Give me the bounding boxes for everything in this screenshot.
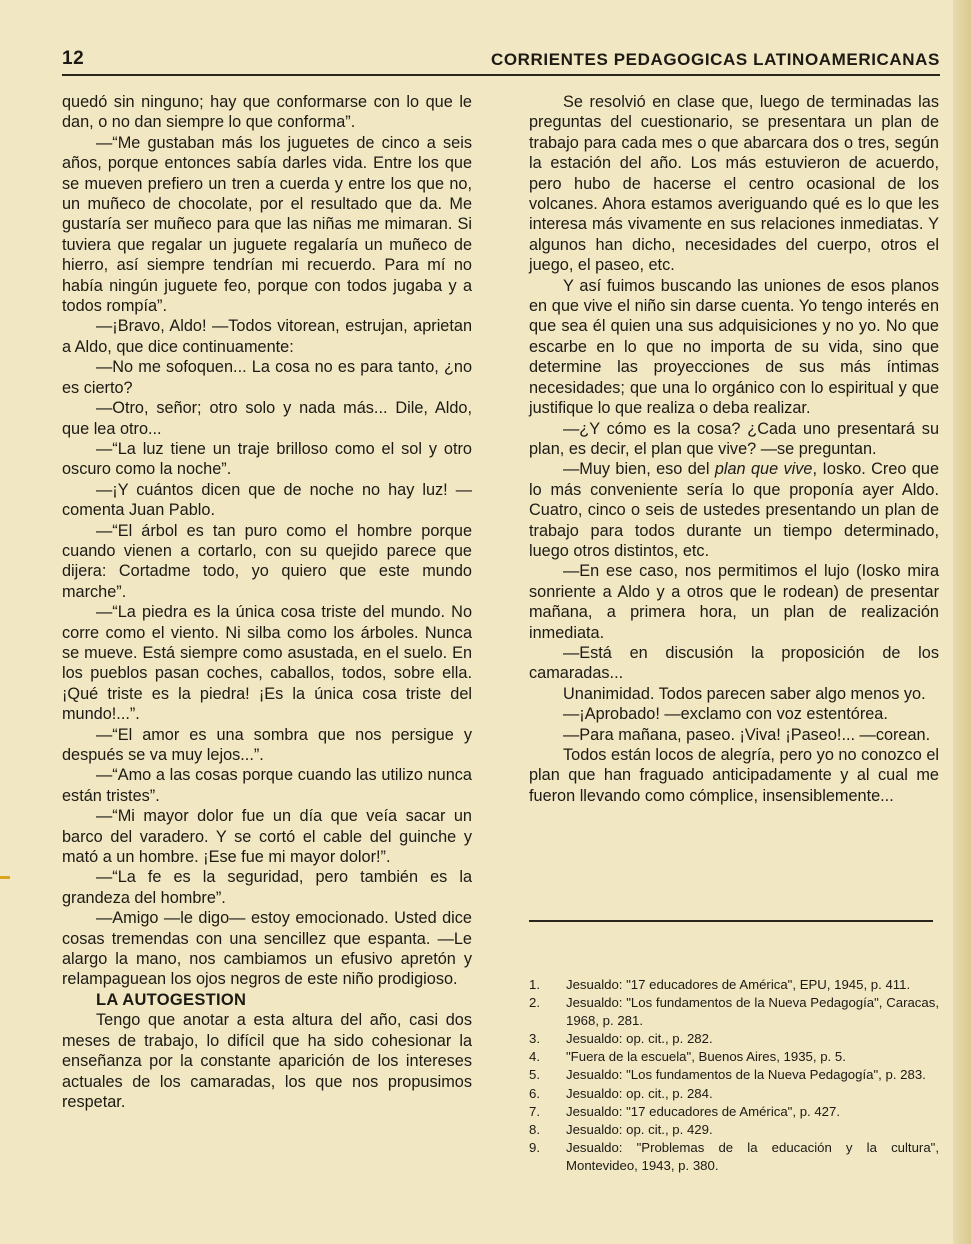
paragraph: —“La fe es la seguridad, pero también es la grandeza del hombre”. [62,868,472,907]
margin-mark [0,876,10,879]
paragraph: Unanimidad. Todos parecen saber algo menos yo. [563,684,926,703]
paragraph: —¿Y cómo es la cosa? ¿Cada uno presentará su plan, es decir, el plan que vive? —se preguntan. [529,419,939,458]
footnote-text: Jesualdo: "Los fundamentos de la Nueva Pedagogía", Caracas, 1968, p. 281. [566,995,939,1029]
footnote-text: Jesualdo: "Los fundamentos de la Nueva Pedagogía", p. 283. [566,1067,926,1083]
footnote-text: Jesualdo: op. cit., p. 282. [566,1031,713,1047]
footnotes [529,976,939,1175]
footnote-text: Jesualdo: "17 educadores de América", p. 427. [566,1103,841,1119]
footnote [529,1121,939,1139]
paragraph: Y así fuimos buscando las uniones de esos planos en que vive el niño sin darse cuenta. Yo tengo interés en que sea él quien una sus adquisiciones y no yo. No que escarbe en lo que no importa de su vida, sino que determine las proyecciones de sus más íntimas necesidades; que una lo orgánico con lo espiritual y que justifique lo que realiza o deba realizar. [529,276,939,418]
section-heading: LA AUTOGESTION [96,990,247,1009]
footnote-number: 8. [529,1121,540,1137]
italic-phrase: plan que vive [714,460,813,479]
header-rule [62,74,940,76]
footnote-number: 4. [529,1049,540,1065]
paragraph: —En ese caso, nos permitimos el lujo (Iosko mira sonriente a Aldo y a otros que le rodean) de presentar mañana, a primera hora, un plan de realización inmediata. [529,562,939,642]
left-column [62,92,472,1112]
paragraph: —“Me gustaban más los juguetes de cinco a seis años, porque entonces sabía darles vida. Entre los que se mueven prefiero un tren a cuerda y entre los que no, un muñeco de chocolate, por el resultado que da. Me gustaría ser muñeco para que las niñas me mimaran. Si tuviera que regalar un juguete regalaría un muñeco de hierro, así siempre tendrían mi recuerdo. Para mí no había ningún juguete feo, porque con todos jugaba y a todos rompía”. [62,133,472,316]
footnote [529,1030,939,1048]
footnote [529,1103,939,1121]
footnote-number: 2. [529,995,540,1011]
paragraph: —Para mañana, paseo. ¡Viva! ¡Paseo!... —corean. [563,725,931,744]
paragraph: Tengo que anotar a esta altura del año, casi dos meses de trabajo, lo difícil que ha sido cohesionar la enseñanza por la constante aparición de los intereses actuales de los camaradas, los que nos propusimos respetar. [62,1011,472,1111]
footnote-rule [529,920,933,922]
footnote [529,1139,939,1175]
page-header [62,48,940,74]
paragraph: —“La luz tiene un traje brilloso como el sol y otro oscuro como la noche”. [62,439,472,479]
paragraph: —Otro, señor; otro solo y nada más... Dile, Aldo, que lea otro... [62,399,472,438]
footnote-text: "Fuera de la escuela", Buenos Aires, 1935, p. 5. [566,1049,846,1065]
footnote [529,994,939,1030]
paragraph: —Está en discusión la proposición de los camaradas... [529,643,939,683]
paragraph: —“La piedra es la única cosa triste del mundo. No corre como el viento. Ni silba como los árboles. Nunca se mueve. Está siempre como asustada, en el suelo. En los pueblos pasan coches, caballos, todos, sobre ella. ¡Qué triste es la piedra! ¡Es la única cosa triste del mundo!...”. [62,603,472,724]
footnote-number: 6. [529,1085,540,1101]
paragraph: —“El árbol es tan puro como el hombre porque cuando vienen a cortarlo, con su quejido parece que dijera: Cortadme todo, yo quiero que este mundo marche”. [62,521,472,601]
paragraph: Se resolvió en clase que, luego de terminadas las preguntas del cuestionario, se presentara un plan de trabajo para cada mes o que abarcara dos o tres, según la estación del año. Los más estuvieron de acuerdo, pero hubo de hacerse el centro ocasional de los volcanes. Ahora estamos averiguando qué es lo que les interesa más vivamente en sus relaciones inmediatas. Y algunos han dicho, necesidades del cuerpo, otros el juego, el paseo, etc. [529,93,939,275]
paragraph: Todos están locos de alegría, pero yo no conozco el plan que han fraguado anticipadamente y al cual me fueron llevando como cómplice, insensiblemente... [529,746,939,805]
page-edge [953,0,971,1244]
footnote-text: Jesualdo: "17 educadores de América", EPU, 1945, p. 411. [566,977,911,992]
footnote-number: 9. [529,1139,540,1155]
footnote-number: 1. [529,977,540,992]
paragraph: —¡Bravo, Aldo! —Todos vitorean, estrujan, aprietan a Aldo, que dice continuamente: [62,317,472,356]
footnote-number: 3. [529,1031,540,1047]
footnote [529,1048,939,1066]
footnote-number: 7. [529,1103,540,1119]
footnote-text: Jesualdo: op. cit., p. 429. [566,1121,713,1137]
footnote [529,1085,939,1103]
paragraph: —“El amor es una sombra que nos persigue y después se va muy lejos...”. [62,725,472,764]
paragraph: —“Mi mayor dolor fue un día que veía sacar un barco del varadero. Y se cortó el cable del guinche y mató a un hombre. ¡Ese fue mi mayor dolor!”. [62,807,472,867]
paragraph: —¡Y cuántos dicen que de noche no hay luz! —comenta Juan Pablo. [62,480,472,520]
footnote-text: Jesualdo: "Problemas de la educación y la cultura", Montevideo, 1943, p. 380. [566,1139,939,1173]
paragraph: —Amigo —le digo— estoy emocionado. Usted dice cosas tremendas con una sencillez que espanta. —Le alargo la mano, nos cambiamos un efusivo apretón y relampaguean los ojos negros de este niño prodigioso. [62,909,472,989]
footnote [529,1066,939,1084]
text-run: —Muy bien, eso del [563,460,715,479]
right-column [529,92,939,806]
paragraph: quedó sin ninguno; hay que conformarse con lo que le dan, o no dan siempre lo que conforma”. [62,93,472,132]
paragraph [529,459,939,561]
page-number: 12 [62,48,85,69]
footnote [529,976,939,994]
footnote-number: 5. [529,1067,540,1083]
paragraph: —No me sofoquen... La cosa no es para tanto, ¿no es cierto? [62,358,472,397]
running-title: CORRIENTES PEDAGOGICAS LATINOAMERICANAS [490,50,940,69]
paragraph: —“Amo a las cosas porque cuando las utilizo nunca están tristes”. [62,766,472,805]
footnote-text: Jesualdo: op. cit., p. 284. [566,1085,713,1101]
paragraph: —¡Aprobado! —exclamo con voz estentórea. [563,705,888,724]
text-run: , Iosko. Creo que lo más conveniente sería lo que proponía ayer Aldo. Cuatro, cinco o seis de ustedes presentando un plan de trabajo para todos durante un tiempo determinado, luego otros distintos, etc. [529,460,939,560]
